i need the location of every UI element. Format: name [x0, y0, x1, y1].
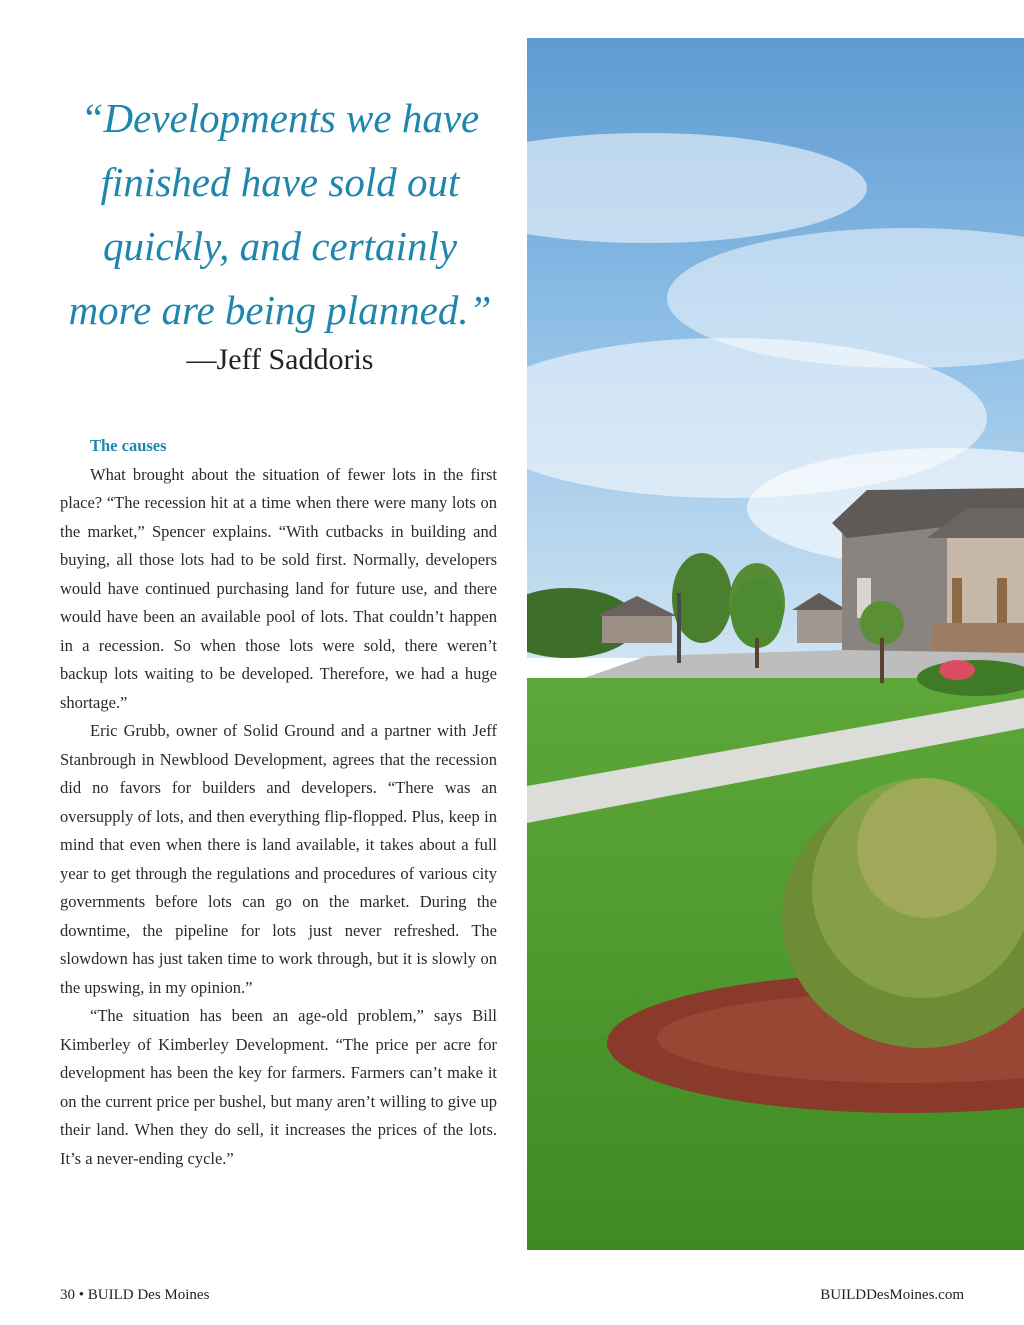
- pull-quote-line: “Developments we have: [80, 95, 480, 141]
- neighborhood-photo: [527, 38, 1024, 1250]
- article-paragraph: Eric Grubb, owner of Solid Ground and a partner with Jeff Stanbrough in Newblood Development, agrees that the recession did no favors for builders and developers. “There was an oversupply of lots, and then everything flip-flopped. Plus, keep in mind that even when there is land available, it takes about a full year to get through the regulations and procedures of various city governments before lots can go on the market. During the downtime, the pipeline for lots just never refreshed. The slowdown has just taken time to work through, but it is slowly on the upswing, in my opinion.”: [60, 721, 497, 997]
- pull-quote-attribution: —Jeff Saddoris: [186, 343, 374, 376]
- article-paragraph: What brought about the situation of fewer lots in the first place? “The recession hit at a time when there were many lots on the market,” Spencer explains. “With cutbacks in building and buying, all those lots had to be sold first. Normally, developers would have continued purchasing land for future use, and there would have been an available pool of lots. That couldn’t happen in a recession. So when those lots were sold, there weren’t backup lots waiting to be developed. Therefore, we had a huge shortage.”: [60, 464, 497, 712]
- pull-quote-line: more are being planned.”: [68, 287, 492, 333]
- article-paragraph: “The situation has been an age-old problem,” says Bill Kimberley of Kimberley Development. “The price per acre for development has been the key for farmers. Farmers can’t make it on the current price per bushel, but many aren’t willing to give up their land. When they do sell, it increases the prices of the lots. It’s a never-ending cycle.”: [60, 1006, 497, 1168]
- section-heading: The causes: [90, 436, 167, 455]
- pull-quote-line: quickly, and certainly: [102, 223, 458, 269]
- site-url: BUILDDesMoines.com: [820, 1287, 964, 1303]
- article-body: [60, 432, 497, 1173]
- pull-quote-line: finished have sold out: [100, 159, 460, 205]
- page-folio: 30 • BUILD Des Moines: [60, 1287, 210, 1303]
- pull-quote: [60, 86, 500, 342]
